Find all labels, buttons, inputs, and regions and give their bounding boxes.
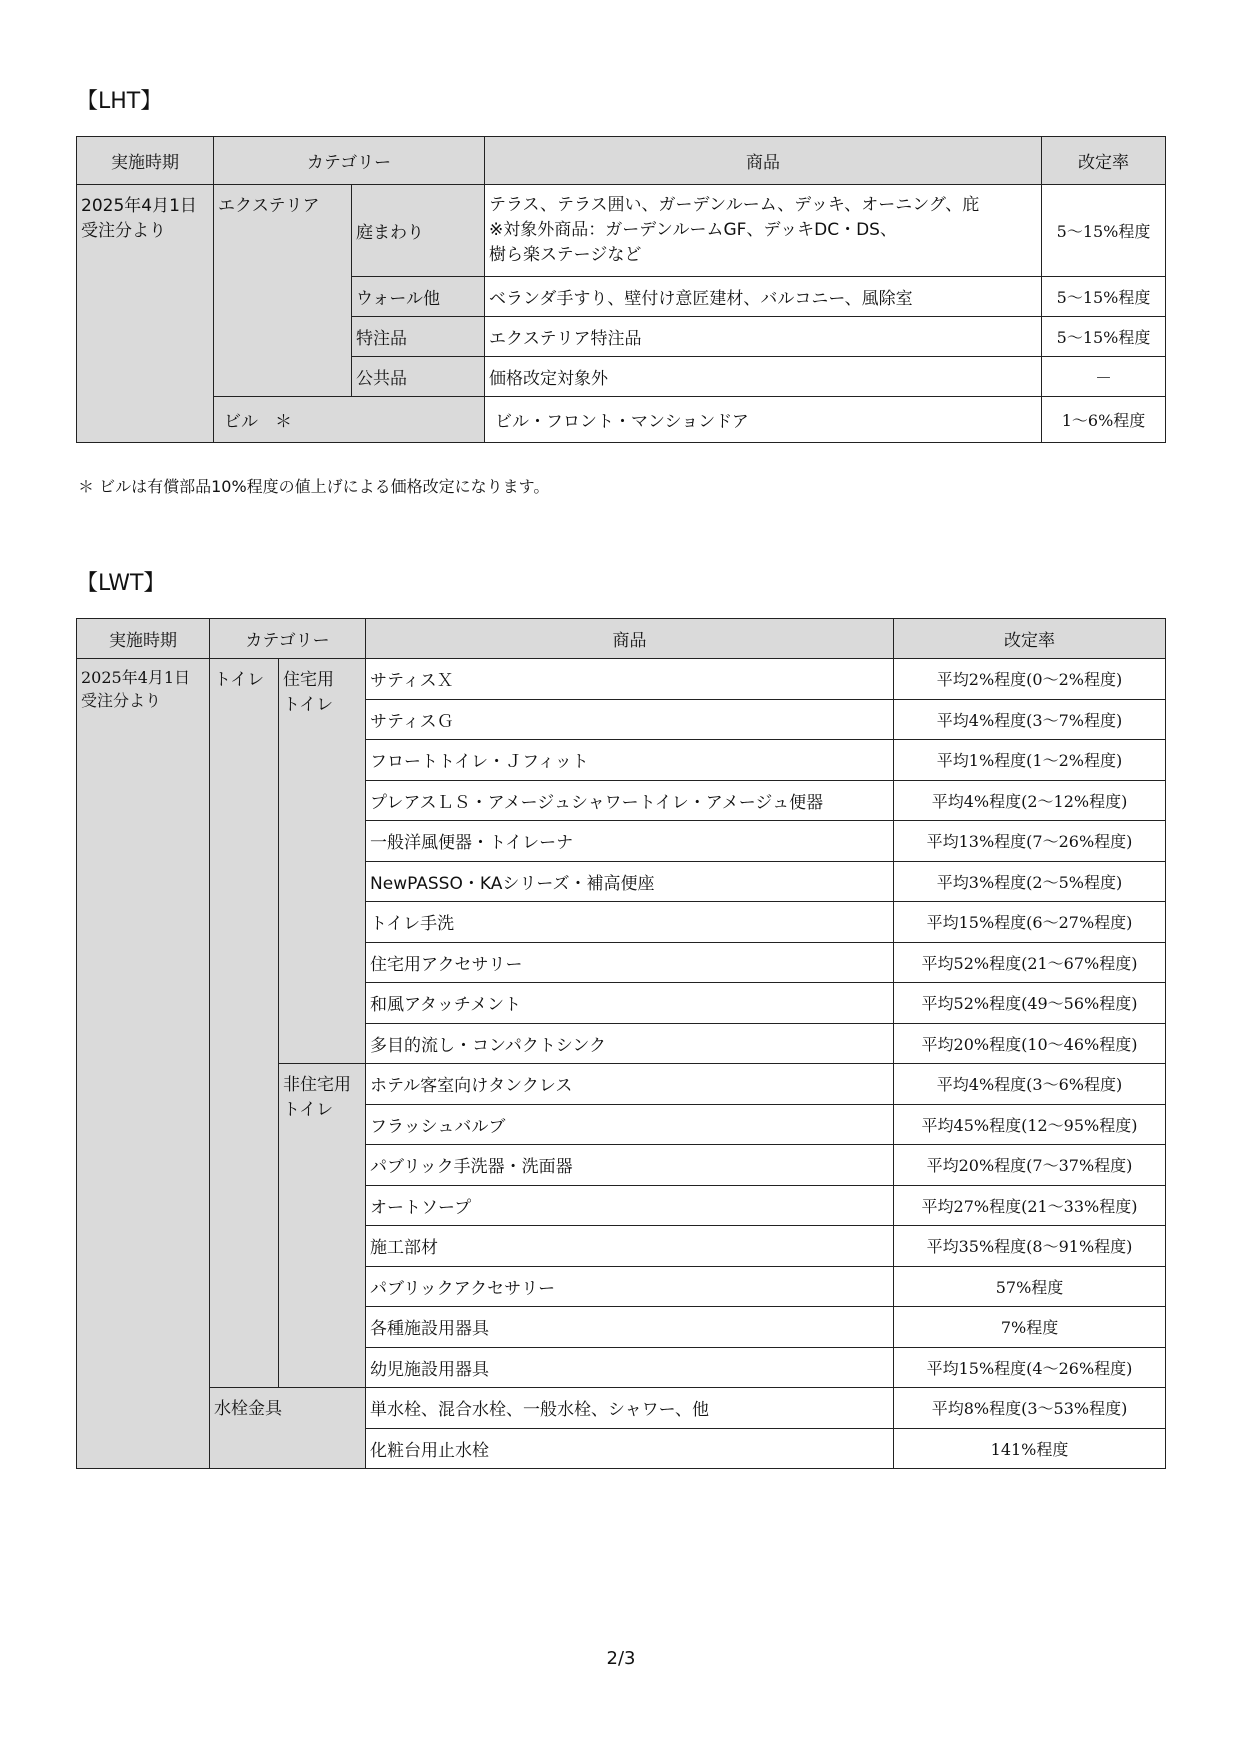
- lht-header-rate: 改定率: [1042, 137, 1166, 185]
- lwt-rate-cell: 平均13%程度(7～26%程度): [894, 821, 1166, 862]
- lwt-rate-cell: 平均1%程度(1～2%程度): [894, 740, 1166, 781]
- lwt-rate-cell: 平均52%程度(21～67%程度): [894, 942, 1166, 983]
- lwt-header-rate: 改定率: [894, 619, 1166, 659]
- table-row: [77, 1388, 1166, 1429]
- lwt-rate-cell: 平均3%程度(2～5%程度): [894, 861, 1166, 902]
- lwt-rate-cell: 平均4%程度(3～7%程度): [894, 699, 1166, 740]
- lwt-rate-cell: 平均20%程度(7～37%程度): [894, 1145, 1166, 1186]
- lht-product-building: ビル・フロント・マンションドア: [485, 397, 1042, 443]
- lht-header-row: [77, 137, 1166, 185]
- table-row: [77, 185, 1166, 277]
- lht-rate-special: 5～15%程度: [1042, 317, 1166, 357]
- lht-sub-public: 公共品: [352, 357, 485, 397]
- lht-sub-special: 特注品: [352, 317, 485, 357]
- lwt-product-cell: パブリックアクセサリー: [366, 1266, 894, 1307]
- lwt-rate-cell: 平均4%程度(2～12%程度): [894, 780, 1166, 821]
- lwt-category-toilet: トイレ: [210, 659, 279, 1388]
- lht-product-special: エクステリア特注品: [485, 317, 1042, 357]
- lht-period-cell: 2025年4月1日 受注分より: [77, 185, 214, 443]
- lht-section-title: 【LHT】: [76, 89, 163, 114]
- lwt-period-cell: 2025年4月1日 受注分より: [77, 659, 210, 1469]
- lht-header-period: 実施時期: [77, 137, 214, 185]
- lwt-rate-cell: 141%程度: [894, 1428, 1166, 1469]
- lwt-rate-cell: 7%程度: [894, 1307, 1166, 1348]
- lwt-product-cell: 和風アタッチメント: [366, 983, 894, 1024]
- lht-rate-wall: 5～15%程度: [1042, 277, 1166, 317]
- lwt-product-cell: サティスＸ: [366, 659, 894, 700]
- lwt-header-period: 実施時期: [77, 619, 210, 659]
- lwt-product-cell: NewPASSO・KAシリーズ・補高便座: [366, 861, 894, 902]
- lwt-table: [76, 618, 1166, 1469]
- lwt-rate-cell: 平均15%程度(4～26%程度): [894, 1347, 1166, 1388]
- lht-header-product: 商品: [485, 137, 1042, 185]
- lwt-product-cell: 化粧台用止水栓: [366, 1428, 894, 1469]
- lht-header-category: カテゴリー: [214, 137, 485, 185]
- lwt-header-row: [77, 619, 1166, 659]
- lht-category-building: ビル ＊: [214, 397, 485, 443]
- lwt-sub-residential: 住宅用 トイレ: [279, 659, 366, 1064]
- lwt-product-cell: 多目的流し・コンパクトシンク: [366, 1023, 894, 1064]
- lwt-rate-cell: 平均27%程度(21～33%程度): [894, 1185, 1166, 1226]
- lwt-rate-cell: 平均20%程度(10～46%程度): [894, 1023, 1166, 1064]
- lwt-rate-cell: 平均2%程度(0～2%程度): [894, 659, 1166, 700]
- lwt-rate-cell: 平均4%程度(3～6%程度): [894, 1064, 1166, 1105]
- lht-sub-niwa: 庭まわり: [352, 185, 485, 277]
- lwt-section-title: 【LWT】: [76, 571, 166, 596]
- lwt-rate-cell: 平均8%程度(3～53%程度): [894, 1388, 1166, 1429]
- page-number: 2/3: [606, 1648, 636, 1669]
- lwt-header-category: カテゴリー: [210, 619, 366, 659]
- lht-rate-niwa: 5～15%程度: [1042, 185, 1166, 277]
- lht-product-niwa: テラス、テラス囲い、ガーデンルーム、デッキ、オーニング、庇 ※対象外商品：ガーデンルームGF、デッキDC・DS、 樹ら楽ステージなど: [485, 185, 1042, 277]
- lwt-product-cell: 各種施設用器具: [366, 1307, 894, 1348]
- lwt-product-cell: 一般洋風便器・トイレーナ: [366, 821, 894, 862]
- lwt-rate-cell: 平均52%程度(49～56%程度): [894, 983, 1166, 1024]
- lht-footnote: ＊ ビルは有償部品10%程度の値上げによる価格改定になります。: [78, 477, 550, 496]
- lwt-product-cell: フラッシュバルブ: [366, 1104, 894, 1145]
- lwt-rate-cell: 平均45%程度(12～95%程度): [894, 1104, 1166, 1145]
- table-row: [77, 659, 1166, 700]
- lwt-product-cell: フロートトイレ・Ｊフィット: [366, 740, 894, 781]
- lwt-sub-nonresidential: 非住宅用 トイレ: [279, 1064, 366, 1388]
- lwt-category-faucet: 水栓金具: [210, 1388, 366, 1469]
- lwt-product-cell: 住宅用アクセサリー: [366, 942, 894, 983]
- lht-product-wall: ベランダ手すり、壁付け意匠建材、バルコニー、風除室: [485, 277, 1042, 317]
- table-row: [77, 397, 1166, 443]
- lht-sub-wall: ウォール他: [352, 277, 485, 317]
- lwt-product-cell: 幼児施設用器具: [366, 1347, 894, 1388]
- lwt-rate-cell: 57%程度: [894, 1266, 1166, 1307]
- lwt-rate-cell: 平均35%程度(8～91%程度): [894, 1226, 1166, 1267]
- lht-category-exterior: エクステリア: [214, 185, 352, 397]
- lht-table: [76, 136, 1166, 443]
- lwt-product-cell: ホテル客室向けタンクレス: [366, 1064, 894, 1105]
- lwt-product-cell: オートソープ: [366, 1185, 894, 1226]
- lwt-product-cell: トイレ手洗: [366, 902, 894, 943]
- lwt-header-product: 商品: [366, 619, 894, 659]
- lwt-product-cell: パブリック手洗器・洗面器: [366, 1145, 894, 1186]
- lwt-product-cell: 施工部材: [366, 1226, 894, 1267]
- lwt-product-cell: 単水栓、混合水栓、一般水栓、シャワー、他: [366, 1388, 894, 1429]
- lht-rate-building: 1～6%程度: [1042, 397, 1166, 443]
- lwt-product-cell: プレアスＬＳ・アメージュシャワートイレ・アメージュ便器: [366, 780, 894, 821]
- lht-rate-public: －: [1042, 357, 1166, 397]
- lwt-product-cell: サティスＧ: [366, 699, 894, 740]
- lht-product-public: 価格改定対象外: [485, 357, 1042, 397]
- lwt-rate-cell: 平均15%程度(6～27%程度): [894, 902, 1166, 943]
